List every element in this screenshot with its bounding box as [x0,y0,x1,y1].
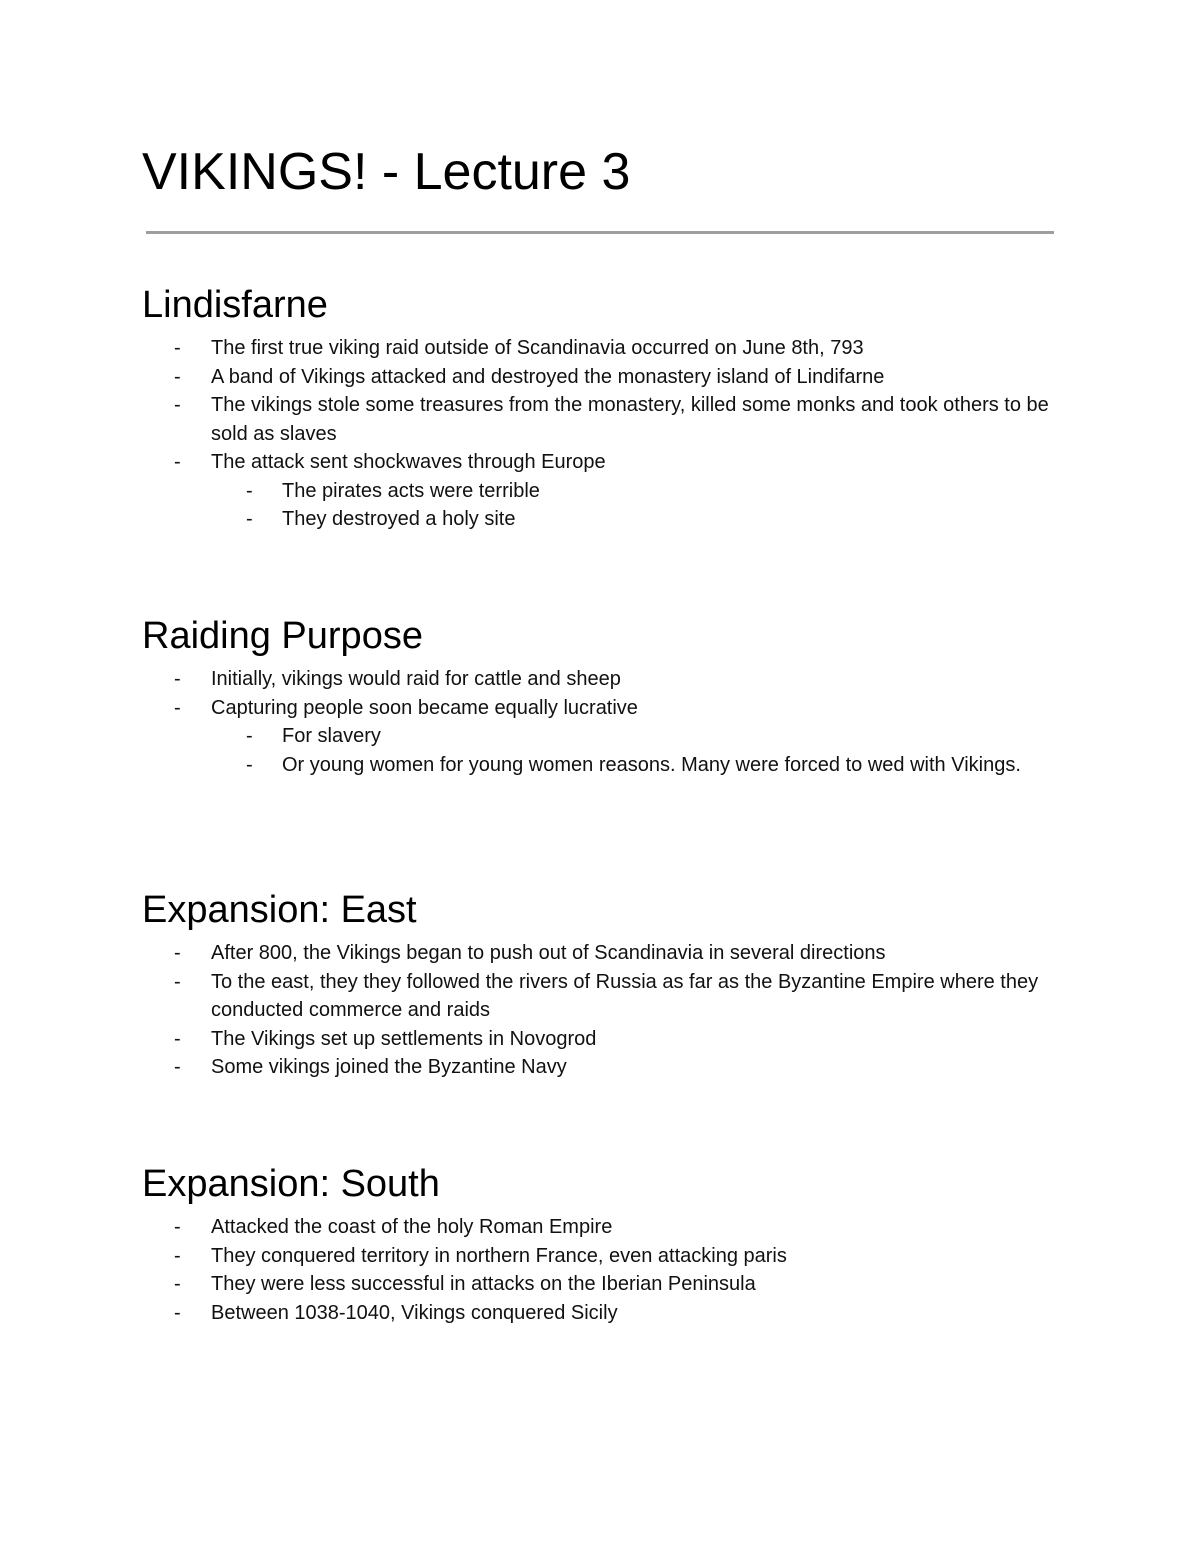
dash-bullet: - [174,1244,181,1267]
dash-bullet: - [246,753,253,776]
dash-bullet: - [174,337,181,359]
section-heading: Lindisfarne [142,284,328,326]
dash-bullet: - [174,970,181,993]
dash-bullet: - [174,696,181,719]
bullet-list [142,1213,1082,1327]
list-item-text: Initially, vikings would raid for cattle and sheep [211,668,621,690]
sub-list-item [142,505,1082,534]
list-item [142,968,1082,1025]
sub-list-item [142,722,1082,751]
list-item-text: The Vikings set up settlements in Novogrod [211,1027,597,1050]
list-item-text: To the east, they they followed the rivers of Russia as far as the Byzantine Empire where they conducted commerce and raids [211,970,1039,1021]
bullet-list [142,665,1082,779]
section-expansion-south [142,1161,1082,1327]
list-item-text: The pirates acts were terrible [282,479,540,502]
list-item [142,334,1082,363]
list-item [142,1242,1082,1271]
list-item-text: Attacked the coast of the holy Roman Empire [211,1216,613,1238]
section-expansion-east [142,887,1082,1082]
list-item [142,694,1082,723]
list-item-text: After 800, the Vikings began to push out of Scandinavia in several directions [211,942,886,964]
sub-list-item [142,477,1082,506]
list-item [142,1299,1082,1328]
list-item-text: The attack sent shockwaves through Europe [211,451,606,473]
list-item [142,391,1082,448]
section-heading: Expansion: East [142,889,417,931]
list-item [142,448,1082,477]
section-heading: Raiding Purpose [142,615,423,657]
dash-bullet: - [174,1027,181,1050]
list-item-text: For slavery [282,725,381,747]
dash-bullet: - [246,479,253,502]
dash-bullet: - [174,451,181,473]
dash-bullet: - [246,508,253,530]
list-item-text: A band of Vikings attacked and destroyed the monastery island of Lindifarne [211,365,885,388]
document-title: VIKINGS! - Lecture 3 [142,143,631,201]
dash-bullet: - [174,1216,181,1238]
list-item [142,1053,1082,1082]
list-item-text: They were less successful in attacks on the Iberian Peninsula [211,1273,756,1295]
dash-bullet: - [174,668,181,690]
section-lindisfarne [142,282,1082,534]
section-raiding-purpose [142,613,1082,779]
section-heading: Expansion: South [142,1163,440,1205]
list-item-text: Capturing people soon became equally lucrative [211,696,638,719]
dash-bullet: - [174,1301,181,1324]
dash-bullet: - [174,942,181,964]
list-item-text: Some vikings joined the Byzantine Navy [211,1056,567,1078]
list-item [142,665,1082,694]
dash-bullet: - [246,725,253,747]
list-item [142,363,1082,392]
list-item-text: The vikings stole some treasures from the monastery, killed some monks and took others to be sold as slaves [211,394,1049,445]
dash-bullet: - [174,394,181,416]
list-item-text: They destroyed a holy site [282,508,516,530]
title-divider [146,231,1054,234]
dash-bullet: - [174,1056,181,1078]
list-item [142,1025,1082,1054]
sub-list-item [142,751,1082,780]
list-item-text: Or young women for young women reasons. Many were forced to wed with Vikings. [282,753,1021,776]
list-item [142,939,1082,968]
list-item-text: They conquered territory in northern France, even attacking paris [211,1244,787,1267]
list-item-text: Between 1038-1040, Vikings conquered Sicily [211,1301,618,1324]
list-item [142,1270,1082,1299]
list-item [142,1213,1082,1242]
dash-bullet: - [174,365,181,388]
bullet-list [142,334,1082,534]
list-item-text: The first true viking raid outside of Scandinavia occurred on June 8th, 793 [211,337,864,359]
dash-bullet: - [174,1273,181,1295]
bullet-list [142,939,1082,1082]
